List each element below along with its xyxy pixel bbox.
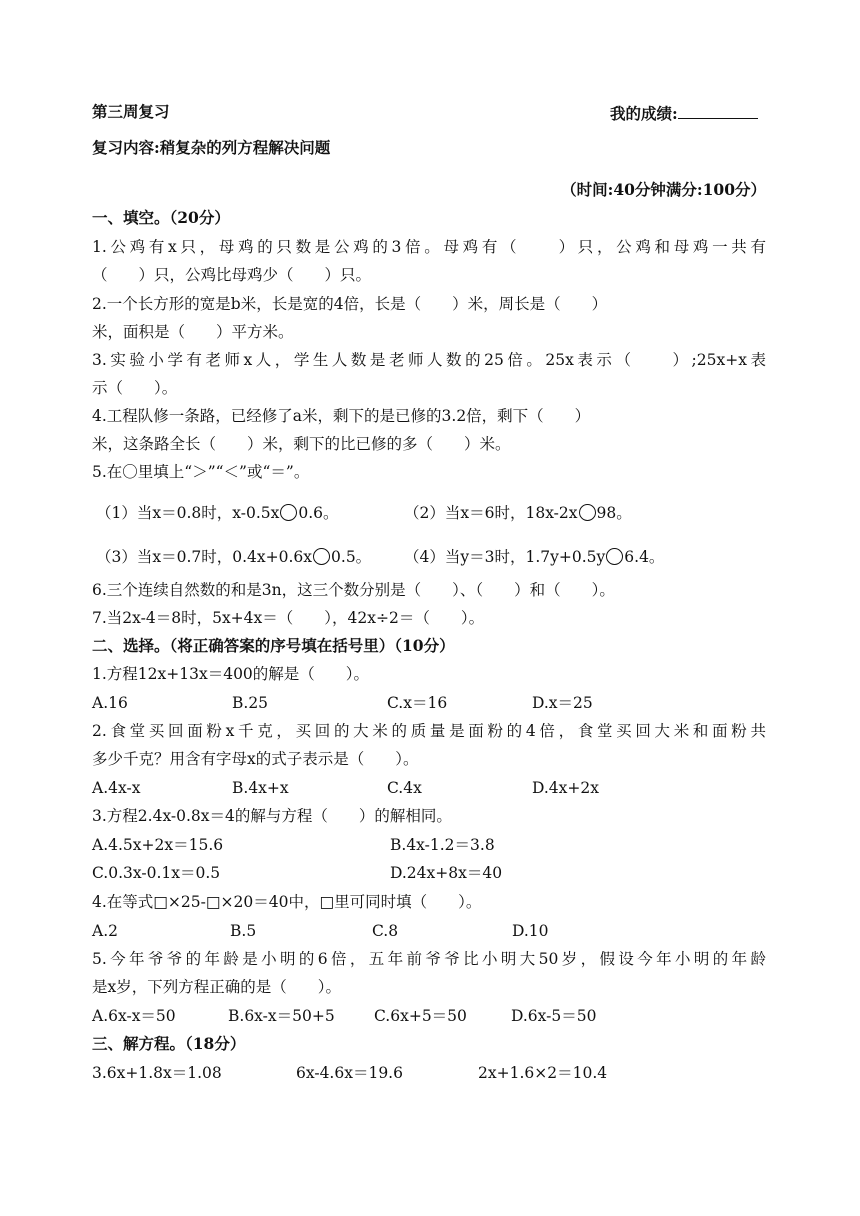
review-content: 复习内容:稍复杂的列方程解决问题	[92, 138, 331, 157]
s1-q3-line2: 示（ ）。	[92, 379, 178, 397]
s1-q5-part2-value: 98。	[596, 504, 632, 522]
s1-q6: 6.三个连续自然数的和是3n，这三个数分别是（ ）、（ ）和（ ）。	[92, 581, 615, 599]
s1-q5-part3	[96, 547, 371, 567]
s1-q1-line2: （ ）只，公鸡比母鸡少（ ）只。	[92, 266, 372, 284]
s2-q3: 3.方程2.4x-0.8x＝4的解与方程（ ）的解相同。	[92, 807, 452, 825]
s2-q2-line2: 多少千克？用含有字母x的式子表示是（ ）。	[92, 750, 419, 768]
time-info: （时间:40分钟满分:100分）	[561, 180, 766, 199]
s1-q2-line2: 米，面积是（ ）平方米。	[92, 323, 294, 341]
s1-q5-part3-expr: （3）当x＝0.7时，0.4x+0.6x	[96, 548, 313, 566]
s1-q5-part1-value: 0.6。	[298, 504, 339, 522]
s1-q4-line2: 米，这条路全长（ ）米，剩下的比已修的多（ ）米。	[92, 435, 511, 453]
s1-q5-part1	[96, 503, 339, 523]
s2-q4: 4.在等式□×25-□×20＝40中，□里可同时填（ ）。	[92, 893, 482, 911]
s2-q4-option-b: B.5	[230, 922, 257, 940]
section3-title: 三、解方程。（18分）	[92, 1034, 246, 1053]
s2-q1: 1.方程12x+13x＝400的解是（ ）。	[92, 665, 370, 683]
s2-q5-option-d: D.6x-5＝50	[511, 1007, 597, 1025]
compare-circle-icon[interactable]	[280, 504, 297, 521]
compare-circle-icon[interactable]	[579, 504, 596, 521]
s1-q5-part4	[404, 547, 664, 567]
s1-q1-line1: 1.公鸡有x只，母鸡的只数是公鸡的3倍。母鸡有（ ）只，公鸡和母鸡一共有	[92, 238, 766, 256]
s1-q3-line1: 3.实验小学有老师x人，学生人数是老师人数的25倍。25x表示（ ）;25x+x表	[92, 351, 766, 369]
s2-q5-option-a: A.6x-x＝50	[92, 1007, 176, 1025]
s2-q4-option-c: C.8	[372, 922, 399, 940]
s2-q3-option-a: A.4.5x+2x＝15.6	[92, 836, 224, 854]
s2-q2-option-d: D.4x+2x	[532, 779, 599, 797]
s3-equation-2: 6x-4.6x＝19.6	[296, 1064, 403, 1082]
s2-q1-option-b: B.25	[232, 694, 269, 712]
score-blank[interactable]	[678, 102, 758, 119]
compare-circle-icon[interactable]	[313, 548, 330, 565]
s3-equation-1: 3.6x+1.8x＝1.08	[92, 1064, 222, 1082]
s2-q5-line1: 5.今年爷爷的年龄是小明的6倍，五年前爷爷比小明大50岁，假设今年小明的年龄	[92, 950, 766, 968]
s2-q2-line1: 2.食堂买回面粉x千克，买回的大米的质量是面粉的4倍，食堂买回大米和面粉共	[92, 722, 766, 740]
s2-q4-option-d: D.10	[512, 922, 549, 940]
s2-q2-option-c: C.4x	[387, 779, 422, 797]
score-field	[610, 102, 758, 124]
s2-q5-option-c: C.6x+5＝50	[374, 1007, 467, 1025]
s1-q5-part1-expr: （1）当x＝0.8时，x-0.5x	[96, 504, 280, 522]
s2-q3-option-d: D.24x+8x＝40	[390, 864, 503, 882]
s1-q5-part2	[404, 503, 632, 523]
s2-q3-option-b: B.4x-1.2＝3.8	[390, 836, 495, 854]
score-label: 我的成绩:	[610, 104, 678, 123]
s1-q5: 5.在〇里填上“＞”“＜”或“＝”。	[92, 463, 310, 481]
section2-title: 二、选择。（将正确答案的序号填在括号里）（10分）	[92, 636, 455, 655]
s2-q4-option-a: A.2	[92, 922, 118, 940]
s2-q1-option-a: A.16	[92, 694, 128, 712]
compare-circle-icon[interactable]	[606, 548, 623, 565]
s1-q5-part2-expr: （2）当x＝6时，18x-2x	[404, 504, 578, 522]
s2-q5-option-b: B.6x-x＝50+5	[228, 1007, 335, 1025]
s1-q5-part4-value: 6.4。	[624, 548, 665, 566]
s1-q4-line1: 4.工程队修一条路，已经修了a米，剩下的是已修的3.2倍，剩下（ ）	[92, 407, 591, 425]
s1-q5-part3-value: 0.5。	[331, 548, 372, 566]
s2-q5-line2: 是x岁，下列方程正确的是（ ）。	[92, 978, 341, 996]
section1-title: 一、填空。（20分）	[92, 208, 230, 227]
s1-q5-part4-expr: （4）当y＝3时，1.7y+0.5y	[404, 548, 606, 566]
s1-q7: 7.当2x-4＝8时，5x+4x＝（ ），42x÷2＝（ ）。	[92, 609, 485, 627]
week-title: 第三周复习	[92, 102, 170, 121]
s2-q1-option-c: C.x＝16	[387, 694, 448, 712]
s1-q2-line1: 2.一个长方形的宽是b米，长是宽的4倍，长是（ ）米，周长是（ ）	[92, 295, 608, 313]
s3-equation-3: 2x+1.6×2＝10.4	[478, 1064, 608, 1082]
s2-q1-option-d: D.x＝25	[532, 694, 593, 712]
s2-q2-option-b: B.4x+x	[232, 779, 289, 797]
s2-q2-option-a: A.4x-x	[92, 779, 141, 797]
s2-q3-option-c: C.0.3x-0.1x＝0.5	[92, 864, 221, 882]
